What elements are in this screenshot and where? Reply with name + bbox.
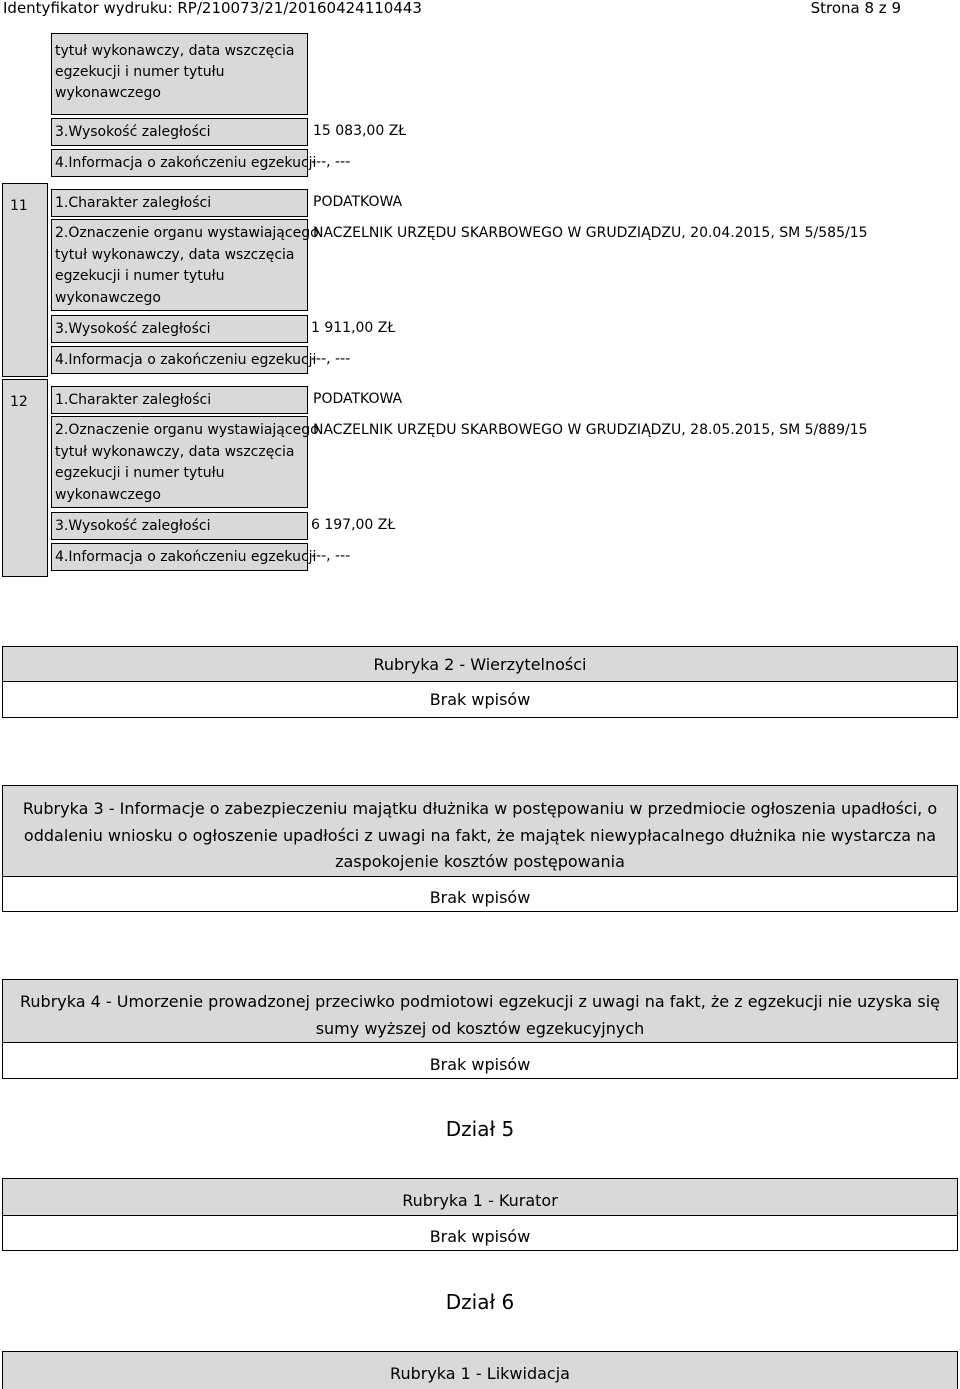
organ-value: NACZELNIK URZĘDU SKARBOWEGO W GRUDZIĄDZU, 20.04.2015, SM 5/585/15 (313, 225, 868, 241)
organ-value: NACZELNIK URZĘDU SKARBOWEGO W GRUDZIĄDZU, 28.05.2015, SM 5/889/15 (313, 422, 868, 438)
amount-label: 3.Wysokość zaległości (55, 518, 211, 534)
info-label-cell (51, 346, 317, 374)
partial-divider (307, 33, 308, 115)
organ-label-line: tytuł wykonawczy, data wszczęcia (55, 444, 295, 460)
partial-amount-value: 15 083,00 ZŁ (313, 123, 407, 139)
rubryka3-title-line: zaspokojenie kosztów postępowania (335, 852, 625, 871)
dzial5-rubryka1-title-cell (2, 1178, 958, 1216)
page-number: Strona 8 z 9 (810, 0, 901, 17)
dzial5-rubryka1-body: Brak wpisów (429, 1227, 531, 1246)
rubryka2-title-cell (2, 646, 958, 682)
partial-info-value: ---, --- (311, 154, 351, 170)
info-value: ---, --- (311, 548, 351, 564)
partial-organ-label-line: egzekucji i numer tytułu (55, 64, 225, 80)
rubryka3-body-cell (2, 876, 958, 912)
rubryka3-body: Brak wpisów (429, 888, 531, 907)
organ-label-line: tytuł wykonawczy, data wszczęcia (55, 247, 295, 263)
charakter-value: PODATKOWA (313, 194, 403, 210)
organ-label-line: 2.Oznaczenie organu wystawiającego (55, 225, 319, 241)
amount-label-cell (51, 315, 308, 343)
rubryka4-body: Brak wpisów (429, 1055, 531, 1074)
rubryka4-body-cell (2, 1042, 958, 1079)
amount-label: 3.Wysokość zaległości (55, 321, 211, 337)
entry-number: 11 (10, 198, 28, 214)
charakter-value: PODATKOWA (313, 391, 403, 407)
print-identifier: Identyfikator wydruku: RP/210073/21/20160424110443 (3, 0, 422, 17)
organ-label-line: 2.Oznaczenie organu wystawiającego (55, 422, 319, 438)
charakter-label-cell (51, 189, 308, 217)
partial-organ-label-line: wykonawczego (55, 85, 161, 101)
rubryka2-body-cell (2, 681, 958, 718)
partial-info-label-cell (51, 149, 317, 177)
info-label: 4.Informacja o zakończeniu egzekucji (55, 352, 317, 368)
amount-value: 6 197,00 ZŁ (311, 517, 396, 533)
dzial5-rubryka1-title: Rubryka 1 - Kurator (402, 1191, 558, 1210)
amount-value: 1 911,00 ZŁ (311, 320, 396, 336)
partial-info-label: 4.Informacja o zakończeniu egzekucji (55, 155, 317, 171)
info-label-cell (51, 543, 317, 571)
entry-number-cell (2, 379, 48, 577)
partial-organ-label-cell (51, 33, 308, 115)
entry-number-cell (2, 183, 48, 377)
amount-label-cell (51, 512, 308, 540)
rubryka2-body: Brak wpisów (429, 690, 531, 709)
dzial6-rubryka1-title: Rubryka 1 - Likwidacja (390, 1364, 570, 1383)
charakter-label: 1.Charakter zaległości (55, 392, 212, 408)
organ-label-line: egzekucji i numer tytułu (55, 268, 225, 284)
organ-label-line: wykonawczego (55, 487, 161, 503)
organ-label-line: egzekucji i numer tytułu (55, 465, 225, 481)
rubryka4-title-line: Rubryka 4 - Umorzenie prowadzonej przeciwko podmiotowi egzekucji z uwagi na fakt, że z egzekucji nie uzyska się (20, 992, 940, 1011)
dzial6-title: Dział 6 (445, 1290, 515, 1314)
organ-label-cell (51, 219, 319, 311)
dzial5-title: Dział 5 (445, 1117, 515, 1141)
partial-organ-label-line: tytuł wykonawczy, data wszczęcia (55, 43, 295, 59)
info-value: ---, --- (311, 351, 351, 367)
info-label: 4.Informacja o zakończeniu egzekucji (55, 549, 317, 565)
organ-label-line: wykonawczego (55, 290, 161, 306)
charakter-label: 1.Charakter zaległości (55, 195, 212, 211)
rubryka3-title-line: oddaleniu wniosku o ogłoszenie upadłości z uwagi na fakt, że majątek niewypłacalnego dłużnika nie wystarcza na (23, 826, 937, 845)
partial-amount-label: 3.Wysokość zaległości (55, 124, 211, 140)
charakter-label-cell (51, 386, 308, 414)
entry-number: 12 (10, 394, 28, 410)
rubryka3-title-cell (2, 785, 958, 877)
organ-label-cell (51, 416, 319, 508)
dzial6-rubryka1-title-cell (2, 1351, 958, 1389)
rubryka4-title-line: sumy wyższej od kosztów egzekucyjnych (315, 1019, 645, 1038)
rubryka3-title-line: Rubryka 3 - Informacje o zabezpieczeniu majątku dłużnika w postępowaniu w przedmiocie ogłoszenia upadłości, o (22, 799, 938, 818)
rubryka4-title-cell (2, 979, 958, 1043)
dzial5-rubryka1-body-cell (2, 1215, 958, 1251)
partial-amount-label-cell (51, 118, 308, 146)
rubryka2-title: Rubryka 2 - Wierzytelności (373, 655, 587, 674)
